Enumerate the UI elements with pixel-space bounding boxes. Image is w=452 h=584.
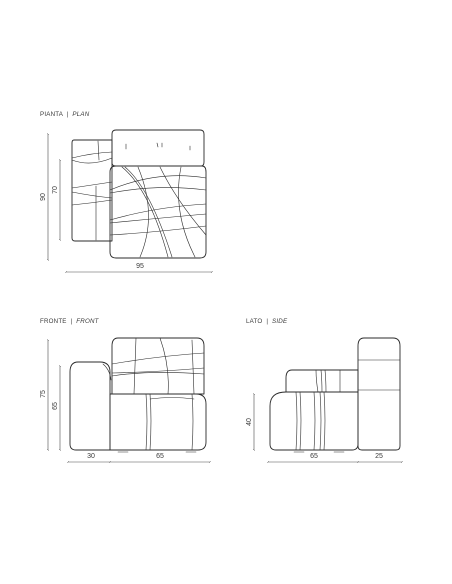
- side-view-label: [246, 318, 288, 325]
- plan-view: [40, 111, 212, 272]
- front-height-total-value: 75: [40, 390, 47, 398]
- front-width-arm-value: 30: [87, 453, 95, 460]
- side-depth-back-value: 25: [375, 453, 383, 460]
- side-label-sep: |: [266, 318, 269, 325]
- front-view: [40, 318, 210, 462]
- front-label-sep: |: [70, 318, 73, 325]
- plan-width-total-value: 95: [136, 263, 144, 270]
- plan-label-it: PIANTA: [40, 111, 63, 118]
- side-seat-cushion: [270, 370, 358, 450]
- plan-view-label: [40, 111, 90, 118]
- side-height-seat-value: 40: [246, 418, 253, 426]
- side-dimensions: [246, 394, 402, 462]
- plan-dimensions: [40, 134, 212, 272]
- plan-arm-cushion: [72, 140, 112, 241]
- front-back-cushion: [112, 338, 204, 394]
- side-back-cushion: [358, 338, 400, 450]
- front-width-seat-value: 65: [156, 453, 164, 460]
- plan-back-cushion: [112, 130, 204, 166]
- plan-depth-seat-value: 70: [52, 186, 59, 194]
- side-label-en: SIDE: [272, 318, 288, 325]
- plan-label-en: PLAN: [72, 111, 90, 118]
- side-label-it: LATO: [246, 318, 263, 325]
- front-label-en: FRONT: [76, 318, 99, 325]
- side-depth-seat-value: 65: [310, 453, 318, 460]
- front-view-label: [40, 318, 100, 325]
- front-height-arm-value: 65: [52, 402, 59, 410]
- plan-seat-cushion: [110, 166, 206, 258]
- plan-depth-total-value: 90: [40, 193, 47, 201]
- front-arm: [70, 362, 111, 450]
- front-seat-cushion: [110, 394, 206, 450]
- plan-label-sep: |: [66, 111, 69, 118]
- front-label-it: FRONTE: [40, 318, 67, 325]
- side-view: [246, 318, 402, 462]
- front-dimensions: [40, 340, 210, 462]
